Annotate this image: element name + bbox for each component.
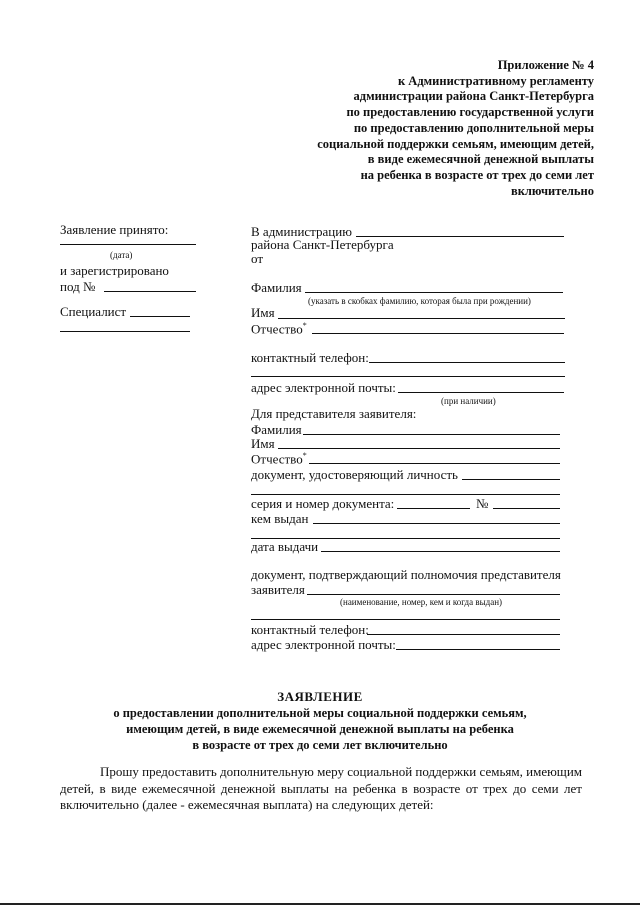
date-hint: (дата) <box>110 250 133 260</box>
registered-label: и зарегистрировано <box>60 263 169 278</box>
applicant-name-label: Имя <box>251 305 275 320</box>
rep-series-number-label: серия и номер документа: <box>251 496 395 511</box>
appendix-line: Приложение № 4 <box>497 58 594 72</box>
applicant-email-label: адрес электронной почты: <box>251 380 396 395</box>
rep-series-field[interactable] <box>397 508 470 509</box>
accepted-label: Заявление принято: <box>60 222 169 237</box>
surname-hint: (указать в скобках фамилию, которая была при рождении) <box>308 296 531 306</box>
applicant-patronymic-label: Отчество* <box>251 321 307 337</box>
from-label: от <box>251 251 264 266</box>
rep-id-document-field[interactable] <box>462 479 560 480</box>
rep-name-label: Имя <box>251 436 275 451</box>
statement-body <box>60 764 582 814</box>
statement-subtitle-line: о предоставлении дополнительной меры социальной поддержки семьям, <box>113 706 527 720</box>
rep-name-field[interactable] <box>278 448 560 449</box>
applicant-name-field[interactable] <box>278 318 565 319</box>
specialist-label: Специалист <box>60 304 127 319</box>
rep-surname-field[interactable] <box>303 434 560 435</box>
specialist-signature-field[interactable] <box>60 331 190 332</box>
applicant-email-field[interactable] <box>398 392 564 393</box>
appendix-line: к Административному регламенту <box>397 73 594 88</box>
registration-number-field[interactable] <box>104 291 196 292</box>
applicant-surname-label: Фамилия <box>251 280 302 295</box>
applicant-phone-field[interactable] <box>369 362 565 363</box>
rep-patronymic-field[interactable] <box>309 463 560 464</box>
appendix-line: социальной поддержки семьям, имеющим детей, <box>317 136 594 151</box>
rep-id-document-extra-line[interactable] <box>251 494 560 495</box>
rep-number-field[interactable] <box>493 508 560 509</box>
appendix-line: администрации района Санкт-Петербурга <box>353 89 594 104</box>
rep-email-label: адрес электронной почты: <box>251 637 396 652</box>
rep-authority-label-2: заявителя <box>251 582 305 597</box>
rep-surname-label: Фамилия <box>251 422 302 437</box>
rep-phone-label: контактный телефон: <box>251 622 369 637</box>
applicant-phone-label: контактный телефон: <box>251 350 369 365</box>
rep-issue-date-label: дата выдачи <box>251 539 319 554</box>
district-label: района Санкт-Петербурга <box>251 237 394 252</box>
appendix-line: включительно <box>510 183 594 198</box>
rep-issued-by-label: кем выдан <box>251 511 309 526</box>
applicant-phone-extra-line[interactable] <box>251 376 565 377</box>
footnote-mark: * <box>302 321 307 330</box>
applicant-surname-field[interactable] <box>305 292 563 293</box>
email-hint: (при наличии) <box>441 396 496 406</box>
rep-email-field[interactable] <box>396 649 560 650</box>
statement-subtitle-line: имеющим детей, в виде ежемесячной денежной выплаты на ребенка <box>126 722 514 736</box>
statement-paragraph: Прошу предоставить дополнительную меру социальной поддержки семьям, имеющим детей, в виде ежемесячной денежной выплаты на ребенка в возрасте от трех до семи лет включительно (далее - ежемесячная выплата) на следующих детей: <box>60 764 582 812</box>
authority-hint: (наименование, номер, кем и когда выдан) <box>340 597 503 607</box>
appendix-line: на ребенка в возрасте от трех до семи лет <box>360 167 594 182</box>
rep-patronymic-label: Отчество* <box>251 451 307 467</box>
rep-authority-label-1: документ, подтверждающий полномочия представителя <box>251 567 561 582</box>
number-sign: № <box>476 496 489 511</box>
acceptance-date-field[interactable] <box>60 244 196 245</box>
statement-title: ЗАЯВЛЕНИЕ <box>277 689 363 704</box>
rep-authority-extra-line[interactable] <box>251 619 560 620</box>
rep-issue-date-field[interactable] <box>321 551 560 552</box>
rep-phone-field[interactable] <box>367 634 560 635</box>
rep-issued-by-field[interactable] <box>313 523 560 524</box>
specialist-field[interactable] <box>130 316 190 317</box>
representative-header: Для представителя заявителя: <box>251 406 417 421</box>
to-admin-label: В администрацию <box>251 224 352 239</box>
under-number-label: под № <box>60 279 96 294</box>
applicant-patronymic-field[interactable] <box>312 333 564 334</box>
rep-authority-field[interactable] <box>307 594 560 595</box>
rep-id-document-label: документ, удостоверяющий личность <box>251 467 458 482</box>
appendix-header <box>274 58 594 199</box>
appendix-line: по предоставлению государственной услуги <box>346 105 594 120</box>
footnote-mark: * <box>302 451 307 460</box>
statement-subtitle-line: в возрасте от трех до семи лет включительно <box>192 738 448 752</box>
appendix-line: в виде ежемесячной денежной выплаты <box>367 152 594 167</box>
appendix-line: по предоставлению дополнительной меры <box>353 120 594 135</box>
